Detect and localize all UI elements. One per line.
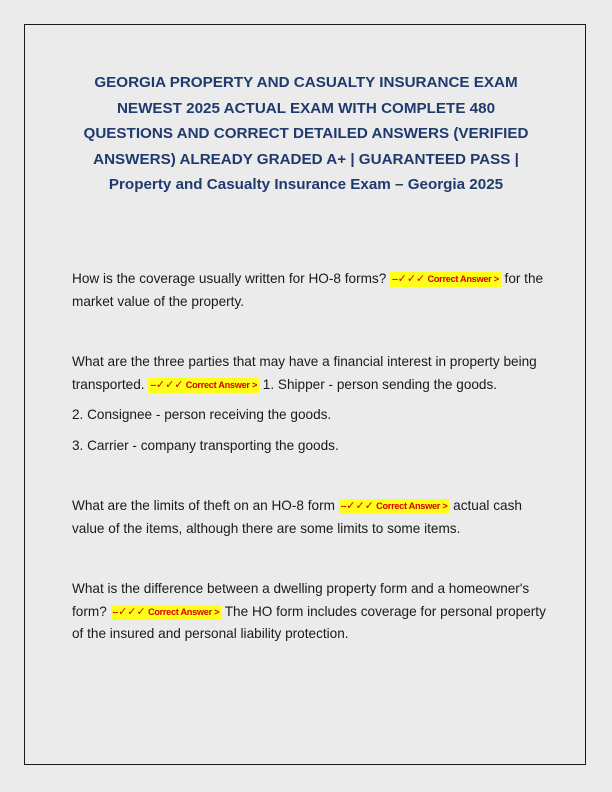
title-line: Property and Casualty Insurance Exam – Georgia 2025 bbox=[108, 176, 504, 193]
badge-label: Correct Answer bbox=[427, 274, 492, 284]
badge-suffix: > bbox=[214, 606, 220, 617]
answer-extra-line: 3. Carrier - company transporting the goods. bbox=[72, 437, 339, 453]
question-text: What is the difference between a dwelling property form and a homeowner's form? bbox=[72, 581, 530, 619]
qa-list bbox=[72, 268, 548, 646]
badge-label: Correct Answer bbox=[376, 501, 441, 511]
answer-extra-line: 2. Consignee - person receiving the goods. bbox=[72, 407, 332, 422]
correct-answer-badge bbox=[390, 272, 501, 287]
qa-item bbox=[72, 268, 548, 313]
document-title bbox=[60, 70, 552, 198]
badge-prefix: -- bbox=[340, 501, 347, 511]
badge-prefix: -- bbox=[150, 379, 156, 390]
badge-prefix: -- bbox=[112, 606, 119, 617]
answer-text: The HO form includes coverage for personal property of the insured and personal liability protection. bbox=[72, 603, 546, 641]
correct-answer-badge bbox=[111, 605, 222, 620]
badge-label: Correct Answer bbox=[147, 606, 212, 617]
badge-suffix: > bbox=[442, 501, 448, 511]
qa-paragraph bbox=[72, 351, 548, 396]
question-text: What are the three parties that may have a financial interest in property being transported. bbox=[72, 354, 537, 392]
qa-paragraph bbox=[72, 268, 548, 313]
checkmark-icon: ✓✓✓ bbox=[155, 378, 184, 391]
answer-text: actual cash value of the items, although there are some limits to some items. bbox=[72, 498, 522, 536]
correct-answer-badge bbox=[339, 499, 450, 514]
checkmark-icon: ✓✓✓ bbox=[397, 273, 426, 285]
checkmark-icon: ✓✓✓ bbox=[346, 500, 374, 512]
title-line: GEORGIA PROPERTY AND CASUALTY INSURANCE EXAM bbox=[94, 74, 518, 91]
question-text: How is the coverage usually written for HO-8 forms? bbox=[72, 271, 387, 286]
badge-prefix: -- bbox=[392, 274, 398, 284]
correct-answer-badge bbox=[148, 378, 259, 393]
qa-item bbox=[72, 578, 548, 646]
answer-text: 1. Shipper - person sending the goods. bbox=[262, 376, 498, 392]
qa-item bbox=[72, 351, 548, 457]
title-line: NEWEST 2025 ACTUAL EXAM WITH COMPLETE 480 bbox=[116, 99, 496, 117]
answer-text: for the market value of the property. bbox=[72, 271, 544, 309]
checkmark-icon: ✓✓✓ bbox=[118, 605, 146, 618]
badge-label: Correct Answer bbox=[185, 379, 250, 390]
badge-suffix: > bbox=[493, 274, 499, 284]
qa-paragraph bbox=[72, 578, 548, 646]
title-line: ANSWERS) ALREADY GRADED A+ | GUARANTEED PASS | bbox=[93, 150, 519, 168]
qa-item bbox=[72, 495, 548, 540]
qa-paragraph bbox=[72, 495, 548, 540]
title-line: QUESTIONS AND CORRECT DETAILED ANSWERS (VERIFIED bbox=[83, 125, 529, 142]
badge-suffix: > bbox=[251, 379, 258, 390]
question-text: What are the limits of theft on an HO-8 form bbox=[72, 498, 335, 513]
